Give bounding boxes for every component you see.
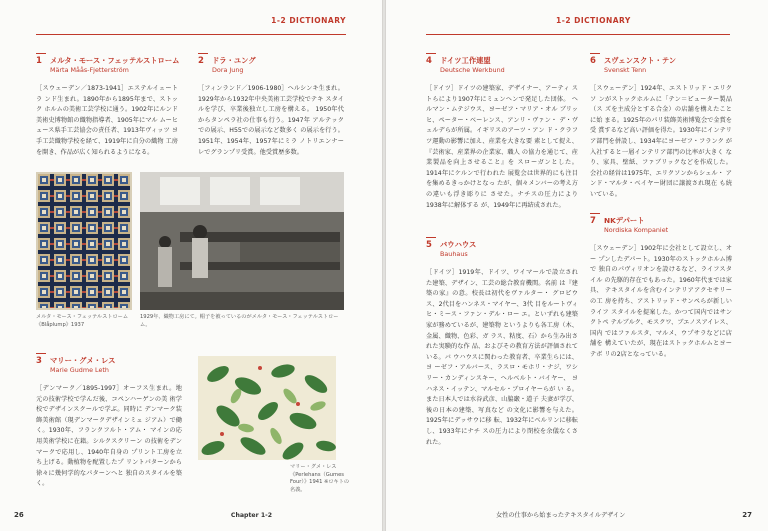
entry-title-jp: スヴェンスクト・テン [604,56,677,65]
entry-title [604,56,676,75]
entry-title-jp: ドラ・ユング [212,56,256,65]
caption-workshop: 1929年、織物工房にて。帽子を被っているのがメルタ・モース・フェッテルストローム。 [140,314,339,328]
entry-body: ［スウェーデン］1924年、エストリッド・エリクソ ンがストックホルムに「テン＝ピューター製品（ス ズを主成分とする合金）の店舗を構えたことに始 まる。1925年のパリ装飾美術博覧会で金賞を受 賞するなど高い評価を得た。1930年にインテリ ア部門を併設し、1934年にヨーゼフ・フランク が入社すると一層インテリア部門の比率が大きく なり、家具、壁紙、ファブリックなどを作成した。 会社の経営は1975年、エリクソンからシェル・ アンド・マルタ・ベイヤー財団に譲渡され現在 も続いている。 [590,85,732,198]
caption-textile-1: メルタ・モース・フェッテルストローム 《Blåplump》1937 [36,314,129,328]
entry-body: ［ドイツ］1919年、ドイツ、ワイマールで設立され た建築、デザイン、工芸の総合教育機関。名前 は『建築の家』の意。校長は初代をヴァルター・ グロピウス、2代目をハンネス・マイヤー、3代 目をルートヴィヒ・ミース・ファン・デル・ロー エ。といずれも建築家が務めているが、建築物 というよりも各工房（木、金属、織物、色彩、ガ ラス、粘度、石）から生み出された実験的な作 品、およびその教育方法が評価されている。バ ウハウスに関わった教育者、卒業生らには、ヨ ーゼフ・アルバース、ラスロ・モホリ・ナジ、ワシ リー・カンディンスキー、ヘルベルト・バイヤー、 ヨハネス・イッテン、マルセル・ブロイヤーらが い る。また日本人では水谷武彦、山脇巌・道子 夫妻が学び、後の日本の建築、写真など の文化に影響を与えた。1925年にデッサウに移 転、1932年にベルリンに移転し、1933年にナチ スの圧力により閉校を余儀なくされた。 [426,269,578,446]
entry-title-jp: ドイツ工作連盟 [440,56,491,65]
entry-title-en: Marie Gudme Leth [50,366,109,374]
running-header-right [426,16,730,35]
entry-body: ［ドイツ］ドイツの建築家、デザイナー、アーティ ストらにより1907年にミュンヘンで発足した団体。 ヘルマン・ムテジウス、ヨーゼフ・マリア・オル ブリッヒ、ペーター・ベーレンス、アンリ・ヴァン・ デ・ヴェルデらが所属。イギリスのアーツ・アン ド・クラフツ運動の影響に加え、産業を大きな要 素として捉え、『芸術家、産業界の企業家、職人 の協力を通じて、産業製品を向上させること』を スローガンとした。1914年にケルンで行われた 展覧会は世界的にも注目を集めるきっかけとなっ たが、個々メンバーの考え方の違いも浮き彫りに させた。ナチスの圧力により1938年に解体する が、1949年に再結成された。 [426,85,578,209]
entry-title [50,356,115,375]
entry-number: 4 [426,56,432,66]
entry-title-en: Deutsche Werkbund [440,66,505,74]
entry-title [50,56,179,75]
entry-title-en: Dora Jung [212,66,244,74]
left-page [0,0,382,531]
right-page [386,0,768,531]
chapter-label: Chapter 1-2 [230,512,272,519]
textile-image-leaves [198,356,336,460]
entry-number: 5 [426,240,432,250]
entry-title [440,56,505,75]
page-number-left: 26 [14,511,24,519]
entry-number: 7 [590,216,596,226]
running-title-footer: 女性の仕事から始まったテキスタイルデザイン [496,512,626,519]
entry-title-en: Bauhaus [440,250,468,258]
entry-title-jp: NKデパート [604,216,645,225]
entry-number: 1 [36,56,42,66]
entry-body: ［デンマーク／1895-1997］オーフス生まれ。地 元の技術学校で学んだ後、コペンハーゲンの美 術学校でデザインスクールで学ぶ。同時に デンマーク装飾美術館（現デンマークデザインミュ ジアム）で働く。1930年、フランクフルト・アム・ マインの応用美術学校に在籍。シルクスクリーン の技術をデンマークで応用し、1940年自身の プリント工房を立ち上げる。動植物を配置したプ リントパターンから徐々に幾何学的なパターンへと 独自のスタイルを築く。 [36,385,182,488]
entry-number: 6 [590,56,596,66]
entry-title-en: Svenskt Tenn [604,66,647,74]
entry-title [212,56,256,75]
entry-number: 3 [36,356,42,366]
entry-number: 2 [198,56,204,66]
entry-title-jp: メルタ・モース・フェッテルストローム [50,56,180,65]
running-header-text: 1-2 DICTIONARY [271,16,346,25]
caption-textile-3: マリー・グメ・レス 《Perlehans（Gumes Four）》1941 ※ロキトの名義。 [290,464,350,493]
entry-title-jp: マリー・グメ・レス [50,356,116,365]
entry-body: ［フィンランド／1906-1980］ヘルシンキ生まれ。 1929年から1932年中央美術工芸学校でテキ スタイルを学び、卒業後独立し工房を構える。 1950年代からタンペラ社の仕事も行う。1947年 アルテックでの展示、H55での展示など数多く の展示を行う。1951年、1954年、1957年にミラ ノトリエンナーレでグランプリ受賞。他受賞歴多数。 [198,85,344,156]
entry-title-en: Nordiska Kompaniet [604,226,669,234]
entry-title-en: Märta Måås-Fjetterström [50,66,129,74]
running-header-text: 1-2 DICTIONARY [556,16,631,25]
entry-title [604,216,668,235]
entry-body: ［スウェーデン／1873-1941］エステルイェートラ ンド生まれ。1890年から1895年まで、ストック ホルムの美術工芸学校に通う。1902年にルンド 美術史博物館の織物指導者、1905年にマル ムーヒュース県手工芸協会の責任者、1913年ヴィッツ ヨ手工芸織物学校を経て、1919年に自分の織物 工房を開き、作品が広く知られるようになる。 [36,85,178,156]
running-header-left [36,16,346,35]
workshop-photo [140,172,344,310]
page-number-right: 27 [742,511,752,519]
textile-image-blaplump [36,172,132,310]
entry-title-jp: バウハウス [440,240,477,249]
entry-body: ［スウェーデン］1902年に会社として設立し、オー プンしたデパート。1930年のストックホルム博で 独自のパヴィリオンを設けるなど、ライフスタイル の先駆的存在でもあった。1960年代までは家具、 テキスタイルを含むインテリアアクセサリーの工 房を持ち、アストリッド・サンペらが新しいライフ スタイルを提案した。かつて国内ではサンクトペ テルブルク、モスクワ、ブエノスアイレス、国内 ではファルスタ、マルメ、ウプサラなどに店舗を 構えていたが、現在はストックホルムとヨーテボ リの2店となっている。 [590,245,732,358]
entry-title [440,240,476,259]
